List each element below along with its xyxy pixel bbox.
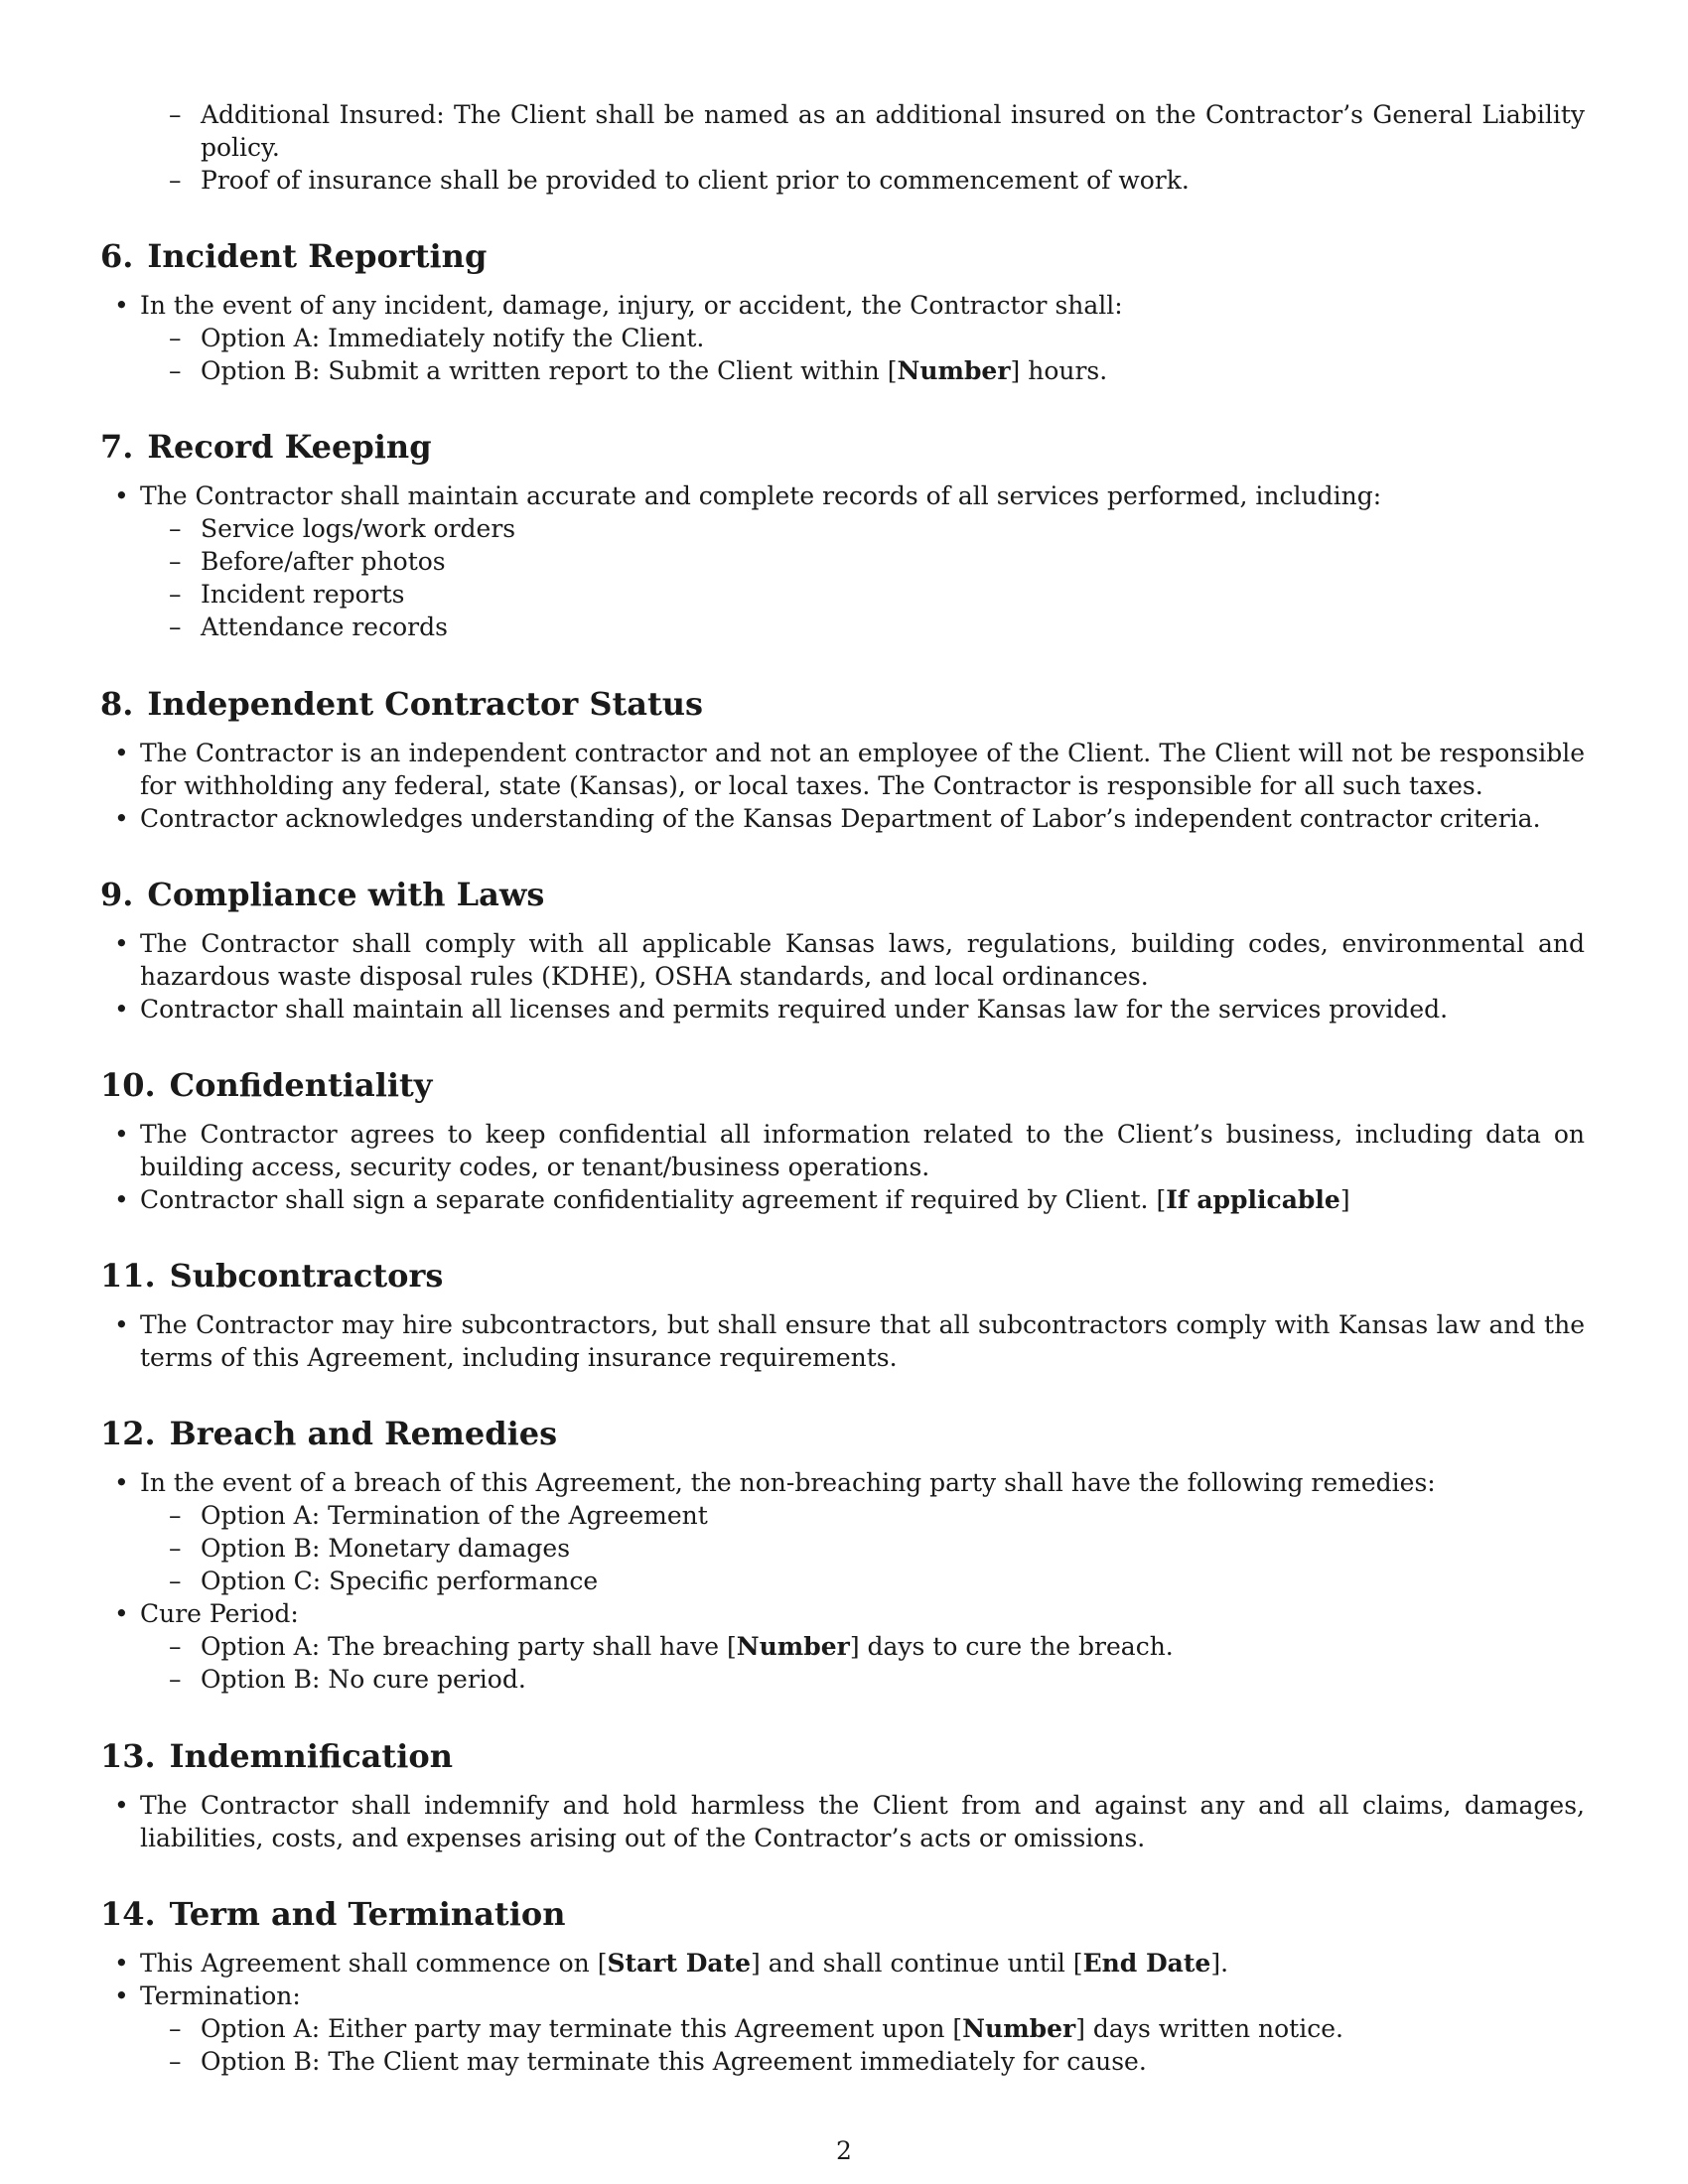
list-item: – Service logs/work orders: [169, 514, 516, 543]
bullet-dot: •: [114, 1468, 129, 1497]
bullet-dot: •: [114, 291, 129, 320]
list-item: • In the event of any incident, damage, injury, or accident, the Contractor shall:: [114, 291, 1123, 320]
list-item: – Option C: Specific performance: [169, 1567, 599, 1595]
dash-bullet: –: [169, 324, 182, 352]
section-heading-confidentiality: 10. Confidentiality: [100, 1066, 433, 1104]
list-item: • Contractor shall maintain all licenses and permits required under Kansas law for the services provided.: [114, 995, 1449, 1024]
bullet-dot: •: [114, 1599, 129, 1628]
dash-bullet: –: [169, 514, 182, 543]
dash-bullet: –: [169, 580, 182, 609]
list-item: – Option A: The breaching party shall have [Number] days to cure the breach.: [169, 1632, 1174, 1661]
list-item: • Cure Period:: [114, 1599, 299, 1628]
bullet-dot: •: [114, 1949, 129, 1978]
list-item: – Additional Insured: The Client shall be named as an additional insured on the Contractor’s General Liability policy.: [169, 100, 1585, 162]
bullet-dot: •: [114, 1310, 129, 1339]
section-heading-incident-reporting: 6. Incident Reporting: [100, 237, 488, 275]
list-item: – Option B: Monetary damages: [169, 1534, 571, 1563]
list-item: • This Agreement shall commence on [Start Date] and shall continue until [End Date].: [114, 1949, 1229, 1978]
bullet-dot: •: [114, 1120, 129, 1149]
list-item: – Incident reports: [169, 580, 405, 609]
list-item: • Contractor shall sign a separate confidentiality agreement if required by Client. [If applicable]: [114, 1185, 1350, 1214]
dash-bullet: –: [169, 613, 182, 641]
dash-bullet: –: [169, 1665, 182, 1694]
section-heading-record-keeping: 7. Record Keeping: [100, 428, 432, 466]
section-heading-compliance-with-laws: 9. Compliance with Laws: [100, 876, 545, 913]
list-item: • The Contractor agrees to keep confidential all information related to the Client’s business, including data on building access, security codes, or tenant/business operations.: [114, 1120, 1585, 1181]
bullet-dot: •: [114, 481, 129, 510]
dash-bullet: –: [169, 2014, 182, 2043]
dash-bullet: –: [169, 1567, 182, 1595]
dash-bullet: –: [169, 547, 182, 576]
section-heading-breach-and-remedies: 12. Breach and Remedies: [100, 1415, 558, 1452]
list-item: • The Contractor shall comply with all applicable Kansas laws, regulations, building codes, environmental and hazardous waste disposal rules (KDHE), OSHA standards, and local ordinances.: [114, 929, 1585, 991]
list-item: • Contractor acknowledges understanding of the Kansas Department of Labor’s independent contractor criteria.: [114, 804, 1541, 833]
section-heading-term-and-termination: 14. Term and Termination: [100, 1895, 566, 1933]
dash-bullet: –: [169, 100, 182, 129]
bullet-dot: •: [114, 929, 129, 958]
list-item: – Attendance records: [169, 613, 448, 641]
dash-bullet: –: [169, 166, 182, 195]
list-item: • The Contractor shall maintain accurate and complete records of all services performed, including:: [114, 481, 1382, 510]
list-item: – Option B: The Client may terminate this Agreement immediately for cause.: [169, 2047, 1147, 2076]
section-heading-indemnification: 13. Indemnification: [100, 1737, 453, 1775]
bullet-dot: •: [114, 1791, 129, 1820]
dash-bullet: –: [169, 1632, 182, 1661]
list-item: – Option A: Immediately notify the Client.: [169, 324, 705, 352]
bullet-dot: •: [114, 739, 129, 767]
list-item: – Proof of insurance shall be provided to client prior to commencement of work.: [169, 166, 1190, 195]
list-item: – Before/after photos: [169, 547, 446, 576]
list-item: • The Contractor shall indemnify and hold harmless the Client from and against any and all claims, damages, liabilities, costs, and expenses arising out of the Contractor’s acts or omissions.: [114, 1791, 1585, 1852]
bullet-dot: •: [114, 1981, 129, 2010]
dash-bullet: –: [169, 1501, 182, 1530]
list-item: • In the event of a breach of this Agreement, the non-breaching party shall have the following remedies:: [114, 1468, 1436, 1497]
list-item: – Option A: Termination of the Agreement: [169, 1501, 708, 1530]
list-item: • Termination:: [114, 1981, 301, 2010]
list-item: – Option A: Either party may terminate this Agreement upon [Number] days written notice.: [169, 2014, 1343, 2043]
page-number: 2: [836, 2136, 852, 2165]
dash-bullet: –: [169, 356, 182, 385]
dash-bullet: –: [169, 2047, 182, 2076]
dash-bullet: –: [169, 1534, 182, 1563]
list-item: – Option B: No cure period.: [169, 1665, 526, 1694]
list-item: • The Contractor is an independent contractor and not an employee of the Client. The Client will not be responsible for withholding any federal, state (Kansas), or local taxes. The Contractor is responsible for all such taxes.: [114, 739, 1585, 800]
bullet-dot: •: [114, 804, 129, 833]
section-heading-independent-contractor-status: 8. Independent Contractor Status: [100, 685, 704, 723]
list-item: • The Contractor may hire subcontractors, but shall ensure that all subcontractors comply with Kansas law and the terms of this Agreement, including insurance requirements.: [114, 1310, 1585, 1372]
bullet-dot: •: [114, 995, 129, 1024]
section-heading-subcontractors: 11. Subcontractors: [100, 1257, 444, 1295]
list-item: – Option B: Submit a written report to the Client within [Number] hours.: [169, 356, 1108, 385]
bullet-dot: •: [114, 1185, 129, 1214]
